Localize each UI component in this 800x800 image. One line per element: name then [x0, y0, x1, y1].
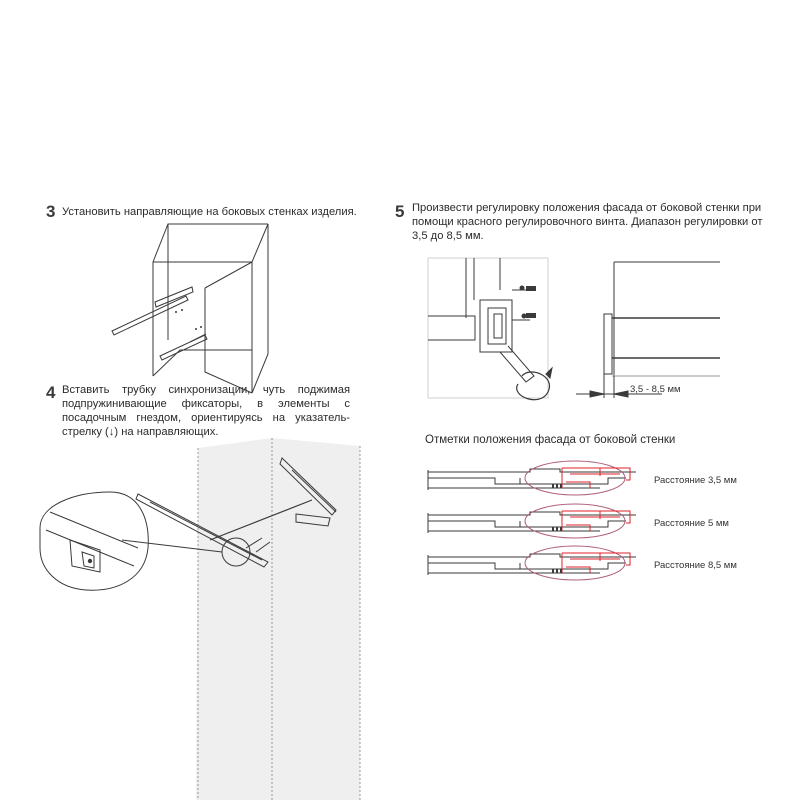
mark-label-3: Расстояние 8,5 мм — [654, 560, 737, 571]
step-4-line-3: посадочным гнездом, ориентируясь на указатель- — [62, 412, 350, 424]
step-3-number: 3 — [46, 202, 56, 221]
step-4-number: 4 — [46, 383, 56, 402]
mark-row-3 — [428, 546, 636, 580]
cabinet-top-front — [153, 224, 268, 262]
step-5-line-2: помощи красного регулировочного винта. Диапазон регулировки от — [412, 216, 763, 228]
mark-row-1 — [428, 461, 636, 495]
mark-label-1: Расстояние 3,5 мм — [654, 475, 737, 486]
side-wall-detail — [428, 258, 548, 398]
step-4-line-1: Вставить трубку синхронизации, чуть поджимая — [62, 384, 350, 396]
guide-rail-right — [160, 335, 207, 360]
screwdriver — [500, 346, 534, 382]
wall-panel — [196, 438, 360, 800]
callout-circle — [222, 538, 250, 566]
mark-label-2: Расстояние 5 мм — [654, 518, 729, 529]
lower-rail — [136, 494, 268, 567]
cabinet-top-back — [153, 224, 268, 262]
marks-title: Отметки положения фасада от боковой стенки — [425, 434, 676, 446]
cabinet-bottom — [153, 350, 252, 376]
zoom-inset — [40, 492, 148, 590]
step-4-line-4: стрелку (↓) на направляющих. — [62, 426, 219, 438]
mark-row-2 — [428, 504, 636, 538]
guide-rail-left — [112, 296, 188, 335]
range-dimension-label: 3,5 - 8,5 мм — [630, 384, 681, 395]
step-5-text — [412, 201, 764, 243]
step-5-line-1: Произвести регулировку положения фасада от боковой стенки при — [412, 202, 762, 214]
step-5-line-3: 3,5 до 8,5 мм. — [412, 230, 484, 242]
sync-rod — [210, 500, 312, 540]
step-5-number: 5 — [395, 202, 405, 221]
facade-panel — [604, 314, 612, 374]
upper-rail — [280, 458, 336, 515]
step-4-text — [62, 383, 350, 439]
step-4-line-2: подпружинивающие фиксаторы, в элементы с — [62, 398, 350, 410]
step-3-text: Установить направляющие на боковых стенках изделия. — [62, 206, 357, 218]
cabinet-right-side — [252, 224, 268, 393]
